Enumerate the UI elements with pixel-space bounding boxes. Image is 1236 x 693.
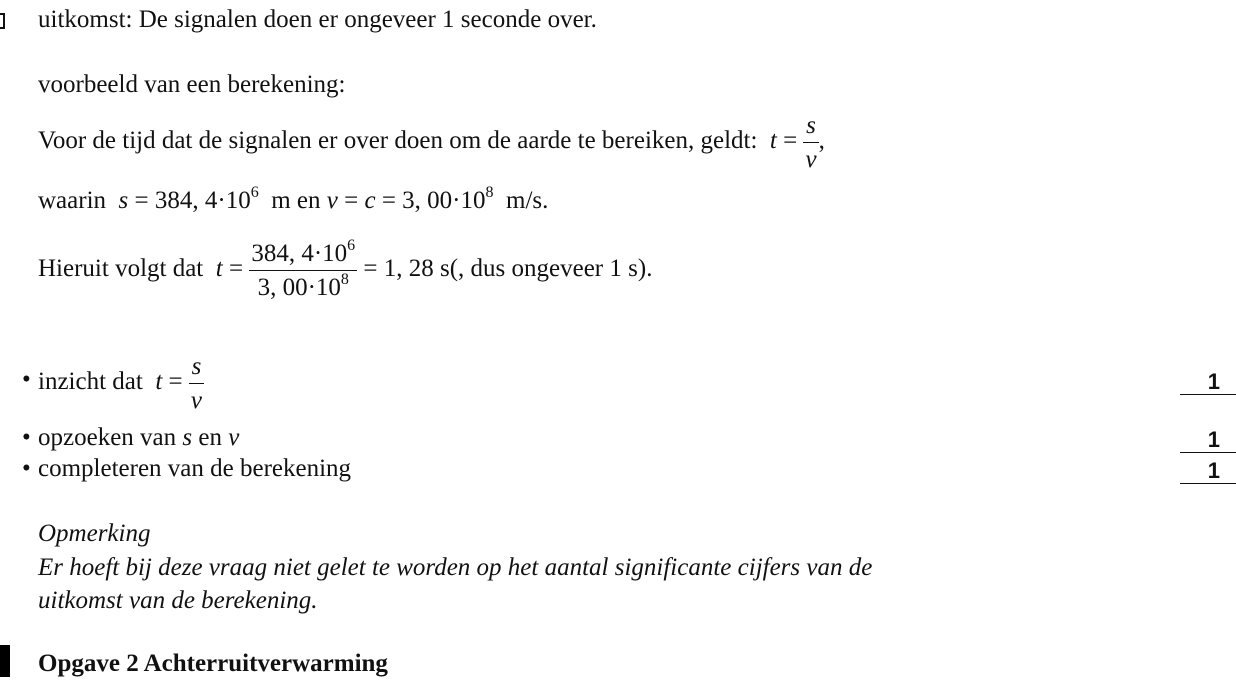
criteria-text-2: opzoeken van <box>38 424 177 451</box>
formula-line-2-text: waarin <box>38 187 107 214</box>
section-marker-bar <box>0 645 10 677</box>
remark-title: Opmerking <box>38 520 151 547</box>
fraction-calculation: $\frac{384, 4\cdot 10^6}{3, 00\cdot 10^8}$ <box>251 236 356 301</box>
remark-line-1: Er hoeft bij deze vraag niet gelet te worden op het aantal significante cijfers van de <box>38 554 873 581</box>
section-heading: Opgave 2 Achterruitverwarming <box>38 650 388 677</box>
criteria-row-1: • inzicht dat t = $\frac{s}{v}$ 1 <box>0 352 1236 412</box>
formula-line-1-text: Voor de tijd dat de signalen er over doen om de aarde te bereiken, geldt: <box>38 127 758 155</box>
checkbox-marker-icon <box>0 13 5 29</box>
formula-line-2 <box>38 184 549 215</box>
score-1: 1 <box>1180 370 1236 395</box>
formula-line-3-text: Hieruit volgt dat <box>38 255 204 282</box>
criteria-row-2: • opzoeken van s en v 1 <box>0 424 1236 454</box>
formula-values: s = 384, $4\cdot 10^6$ m en v = c = 3, $00\cdot 10^8$ m/s. <box>118 184 549 214</box>
answer-result: uitkomst: De signalen doen er ongeveer 1 seconde over. <box>38 6 597 33</box>
remark-line-2: uitkomst van de berekening. <box>38 587 318 614</box>
formula-t-equals-s-over-v: t = $\frac{s}{v}$ , <box>769 112 825 173</box>
criteria-row-3: • completeren van de berekening 1 <box>0 455 1236 485</box>
formula-line-3: Hieruit volgt dat t = $\frac{384, 4\cdot 10^6}{3, 00\cdot 10^8}$ = 1, 28 s(, dus ongeveer 1 s). <box>38 236 653 301</box>
criteria-text-1: inzicht dat <box>38 368 143 395</box>
score-2: 1 <box>1180 428 1236 453</box>
fraction-s-over-v: $\frac{s}{v}$ <box>805 112 817 173</box>
criteria-text-3: completeren van de berekening <box>38 455 352 482</box>
score-3: 1 <box>1180 459 1236 484</box>
fraction-s-over-v-criteria: $\frac{s}{v}$ <box>190 352 202 414</box>
example-heading: voorbeeld van een berekening: <box>38 71 346 98</box>
formula-line-1 <box>38 113 825 172</box>
result-value: = 1, 28 s(, dus ongeveer 1 s). <box>363 255 653 282</box>
